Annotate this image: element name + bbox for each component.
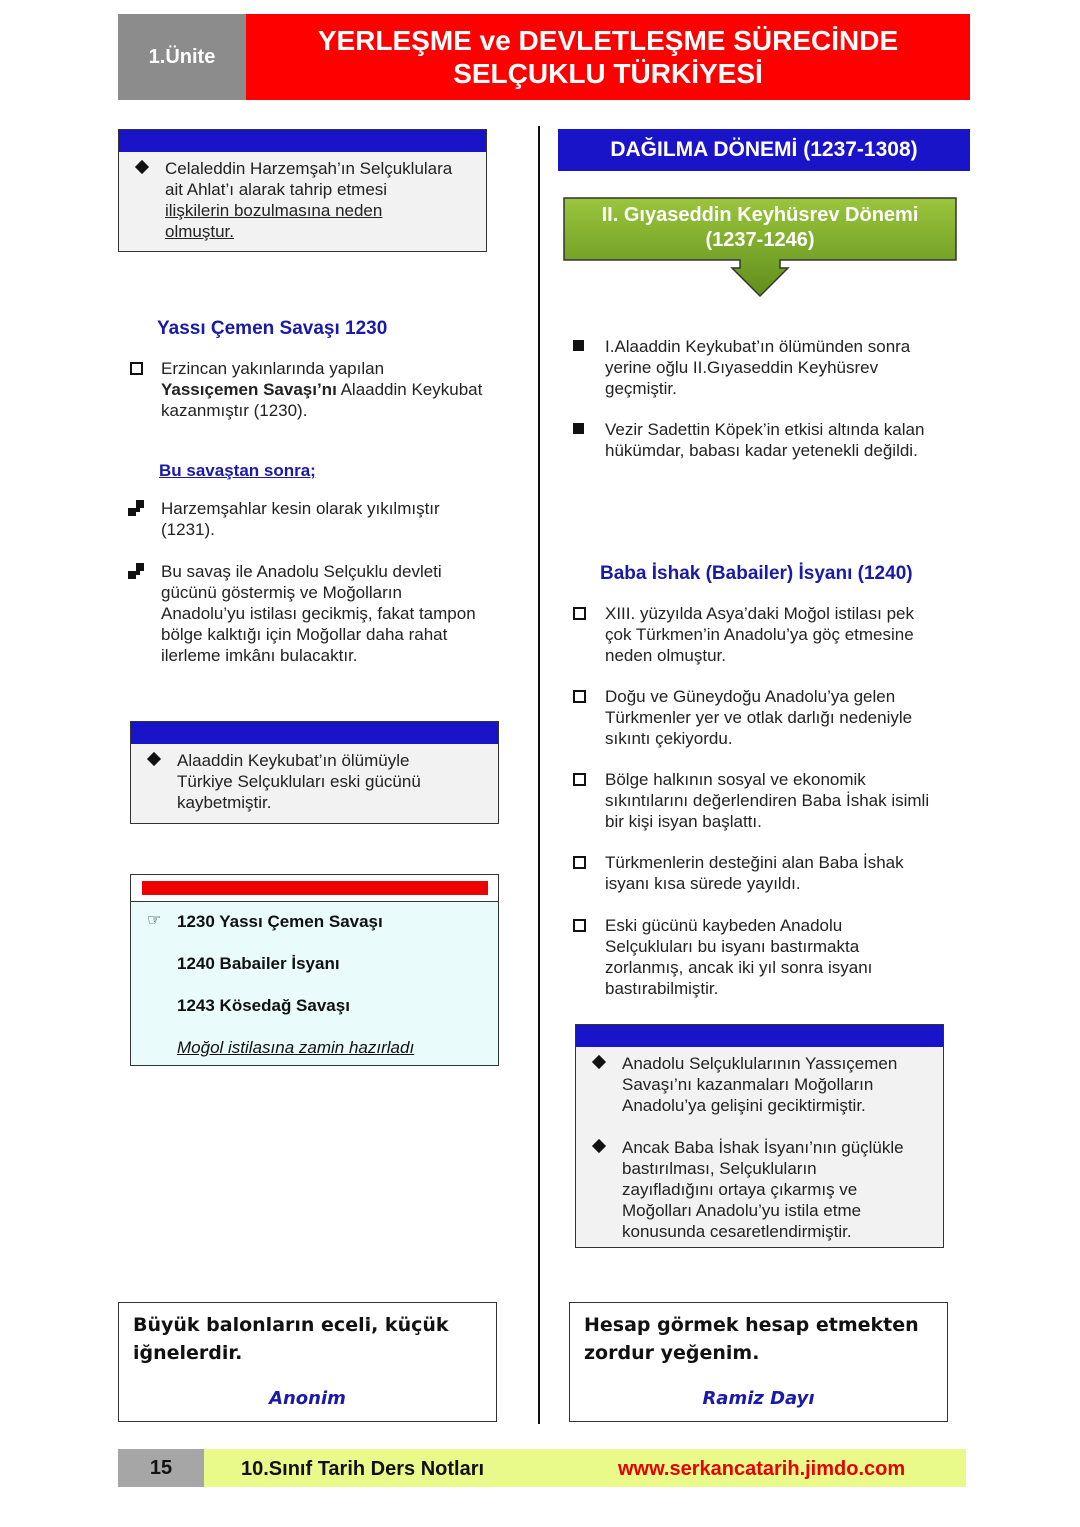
square-bullet-icon (573, 607, 586, 620)
callout-dates: (1237-1246) (705, 229, 815, 251)
text-line: isyanı kısa sürede yayıldı. (605, 874, 801, 893)
text-line: Türkmenlerin desteğini alan Baba İshak (605, 853, 904, 872)
list-item (573, 603, 963, 666)
text-line: Anadolu’ya gelişini geciktirmiştir. (622, 1096, 866, 1115)
section-heading-sonra: Bu savaştan sonra; (159, 461, 316, 480)
square-bullet-icon (573, 773, 586, 786)
page-number: 15 (118, 1449, 204, 1487)
text-line: (1231). (161, 520, 215, 539)
text-line (161, 379, 520, 400)
text-line: bölge kalktığı için Moğollar daha rahat (161, 625, 448, 644)
text-line: Bölge halkının sosyal ve ekonomik (605, 770, 866, 789)
text-line: gücünü göstermiş ve Moğolların (161, 583, 402, 602)
square-bullet-icon (573, 856, 586, 869)
column-divider (538, 126, 540, 1424)
quote-box-right (569, 1302, 948, 1422)
text-line: Alaaddin Keykubat’ın ölümüyle (177, 751, 410, 770)
timeline-event: 1240 Babailer İsyanı (177, 954, 340, 973)
text-line: hükümdar, babası kadar yetenekli değildi. (605, 441, 918, 460)
square-bullet-icon (573, 690, 586, 703)
diamond-bullet-icon (592, 1055, 606, 1069)
checker-bullet-icon (128, 500, 146, 518)
page-title (246, 14, 970, 100)
text-line: zayıfladığını ortaya çıkarmış ve (622, 1180, 858, 1199)
quote-author: Ramiz Dayı (702, 1388, 815, 1409)
box-header-bar (576, 1025, 943, 1047)
list-item (573, 915, 963, 999)
box-item (131, 750, 498, 813)
text-line: Erzincan yakınlarında yapılan (161, 359, 385, 378)
timeline-header (131, 875, 498, 902)
text-line: olmuştur. (165, 222, 234, 241)
footer-website-link[interactable]: www.serkancatarih.jimdo.com (618, 1458, 906, 1480)
box-header-bar (119, 130, 486, 152)
diamond-bullet-icon (592, 1139, 606, 1153)
info-box-ahlat (118, 129, 487, 252)
box-item (576, 1137, 943, 1242)
text-line: I.Alaaddin Keykubat’ın ölümünden sonra (605, 337, 911, 356)
quote-line: Hesap görmek hesap etmekten (584, 1314, 919, 1336)
text-line: sıkıntılarını değerlendiren Baba İshak isimli (605, 791, 930, 810)
text-line: Eski gücünü kaybeden Anadolu (605, 916, 843, 935)
text-line: Harzemşahlar kesin olarak yıkılmıştır (161, 499, 440, 518)
text-line: bastırabilmiştir. (605, 979, 719, 998)
quote-author: Anonim (269, 1388, 346, 1409)
timeline-note: Moğol istilasına zamin hazırladı (177, 1038, 415, 1057)
text-line: Moğolları Anadolu’yu istila etme (622, 1201, 862, 1220)
callout-title: II. Gıyaseddin Keyhüsrev Dönemi (601, 204, 919, 226)
red-bar (142, 881, 488, 895)
list-item (573, 336, 963, 399)
text-line: Doğu ve Güneydoğu Anadolu’ya gelen (605, 687, 896, 706)
timeline-event: 1243 Kösedağ Savaşı (177, 996, 350, 1015)
square-bullet-icon (573, 919, 586, 932)
diamond-bullet-icon (147, 752, 161, 766)
quote-line: iğnelerdir. (133, 1342, 243, 1364)
list-item (128, 498, 518, 540)
text-line: ilerleme imkânı bulacaktır. (161, 646, 358, 665)
text-line: çok Türkmen’in Anadolu’ya göç etmesine (605, 625, 914, 644)
quote-box-left (118, 1302, 497, 1422)
info-box-mogol (575, 1024, 944, 1248)
period-callout (562, 196, 958, 298)
list-item (573, 686, 963, 749)
footer-title: 10.Sınıf Tarih Ders Notları (241, 1458, 485, 1480)
text-line: Celaleddin Harzemşah’ın Selçuklulara (165, 159, 453, 178)
checker-bullet-icon (128, 563, 146, 581)
quote-line: zordur yeğenim. (584, 1342, 760, 1364)
text-line: Bu savaş ile Anadolu Selçuklu devleti (161, 562, 442, 581)
text-line: kazanmıştır (1230). (161, 401, 308, 420)
text-line: geçmiştir. (605, 379, 677, 398)
text-line: yerine oğlu II.Gıyaseddin Keyhüsrev (605, 358, 879, 377)
text-line: Türkmenler yer ve otlak darlığı nedeniyle (605, 708, 913, 727)
text-line: XIII. yüzyılda Asya’daki Moğol istilası pek (605, 604, 914, 623)
box-item (119, 158, 486, 242)
section-heading-baba: Baba İshak (Babailer) İsyanı (1240) (600, 563, 913, 584)
box-header-bar (131, 722, 498, 744)
text-line: zorlanmış, ancak iki yıl sonra isyanı (605, 958, 873, 977)
list-item (573, 769, 963, 832)
text-line: ait Ahlat’ı alarak tahrip etmesi (165, 180, 388, 199)
section-heading-yassi: Yassı Çemen Savaşı 1230 (157, 318, 388, 339)
timeline-event: 1230 Yassı Çemen Savaşı (177, 912, 383, 931)
text-line: ilişkilerin bozulmasına neden (165, 201, 383, 220)
text-line: Anadolu Selçuklularının Yassıçemen (622, 1054, 898, 1073)
box-item (576, 1053, 943, 1116)
text-line: sıkıntı çekiyordu. (605, 729, 733, 748)
bold-text: Yassıçemen Savaşı’nı (161, 380, 337, 399)
pointing-hand-icon: ☞ (147, 912, 162, 929)
list-item (573, 852, 963, 894)
text-line: Türkiye Selçukluları eski gücünü (177, 772, 421, 791)
square-bullet-icon (130, 362, 143, 375)
list-item (128, 561, 518, 666)
text-line: Selçukluları bu isyanı bastırmakta (605, 937, 860, 956)
text: Alaaddin Keykubat (336, 380, 483, 399)
square-bullet-icon (573, 340, 584, 351)
unit-label: 1.Ünite (118, 14, 246, 100)
diamond-bullet-icon (135, 160, 149, 174)
text-line: bir kişi isyan başlattı. (605, 812, 762, 831)
text-line: Ancak Baba İshak İsyanı’nın güçlükle (622, 1138, 904, 1157)
timeline-box (130, 874, 499, 1066)
text-line: bastırılması, Selçukluların (622, 1159, 817, 1178)
page-title-line2: SELÇUKLU TÜRKİYESİ (453, 58, 763, 89)
section-banner-dagilma: DAĞILMA DÖNEMİ (1237-1308) (558, 129, 970, 171)
text-line: Savaşı’nı kazanmaları Moğolların (622, 1075, 874, 1094)
text-line: Vezir Sadettin Köpek’in etkisi altında kalan (605, 420, 925, 439)
list-item (130, 358, 520, 421)
text-line: neden olmuştur. (605, 646, 726, 665)
square-bullet-icon (573, 423, 584, 434)
list-item (573, 419, 963, 461)
text-line: konusunda cesaretlendirmiştir. (622, 1222, 852, 1241)
info-box-keykubat (130, 721, 499, 824)
quote-line: Büyük balonların eceli, küçük (133, 1314, 449, 1336)
text-line: kaybetmiştir. (177, 793, 272, 812)
text-line: Anadolu’yu istilası gecikmiş, fakat tampon (161, 604, 476, 623)
page-title-line1: YERLEŞME ve DEVLETLEŞME SÜRECİNDE (317, 25, 899, 56)
